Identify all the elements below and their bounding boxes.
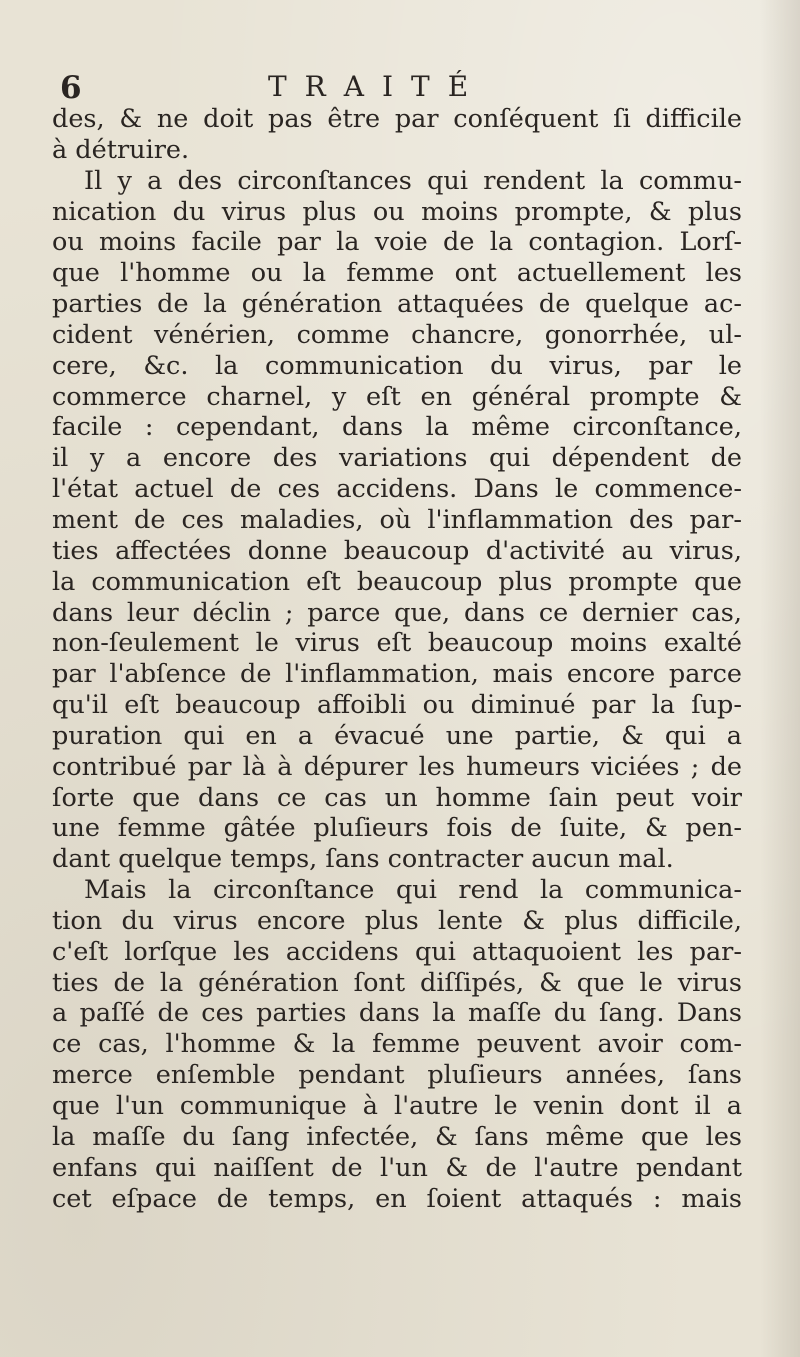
page-edge-shadow (760, 0, 800, 1357)
text-line: commerce charnel, y eſt en général prompte & (52, 381, 742, 412)
text-line: qu'il eſt beaucoup affoibli ou diminué par la ſup- (52, 690, 742, 721)
text-line: Mais la circonſtance qui rend la communica- (84, 875, 742, 906)
body-text (52, 104, 742, 1214)
text-line: enfans qui naiſſent de l'un & de l'autre pendant (52, 1152, 742, 1183)
text-line: Il y a des circonſtances qui rendent la commu- (84, 165, 742, 196)
text-line: merce enſemble pendant pluſieurs années, ſans (52, 1060, 742, 1091)
text-line: l'état actuel de ces accidens. Dans le commence- (52, 474, 742, 505)
text-line: cet eſpace de temps, en ſoient attaqués : mais (52, 1183, 742, 1214)
text-line: ment de ces maladies, où l'inflammation des par- (52, 504, 742, 535)
text-line: puration qui en a évacué une partie, & qui a (52, 720, 742, 751)
text-line: parties de la génération attaquées de quelque ac- (52, 289, 742, 320)
running-title: TRAITÉ (268, 70, 487, 103)
text-line: ou moins facile par la voie de la contagion. Lorſ- (52, 227, 742, 258)
text-line: que l'homme ou la femme ont actuellement les (52, 258, 742, 289)
text-line: la communication eſt beaucoup plus prompte que (52, 566, 742, 597)
text-line: non-ſeulement le virus eſt beaucoup moins exalté (52, 628, 742, 659)
text-line: a paſſé de ces parties dans la maſſe du ſang. Dans (52, 998, 742, 1029)
text-line: ties affectées donne beaucoup d'activité au virus, (52, 535, 742, 566)
text-line: par l'abſence de l'inflammation, mais encore parce (52, 659, 742, 690)
text-line: des, & ne doit pas être par conſéquent ſi difficile (52, 104, 742, 134)
text-line: à détruire. (52, 134, 190, 165)
page-number: 6 (60, 70, 82, 106)
text-line: cident vénérien, comme chancre, gonorrhée, ul- (52, 319, 742, 350)
text-line: cere, &c. la communication du virus, par le (52, 350, 742, 381)
text-line: ce cas, l'homme & la femme peuvent avoir com- (52, 1029, 742, 1060)
text-line: une femme gâtée pluſieurs fois de ſuite, & pen- (52, 813, 742, 844)
text-line: nication du virus plus ou moins prompte, & plus (52, 196, 742, 227)
text-line: c'eſt lorſque les accidens qui attaquoient les par- (52, 936, 742, 967)
text-line: dans leur déclin ; parce que, dans ce dernier cas, (52, 597, 742, 628)
text-line: contribué par là à dépurer les humeurs viciées ; de (52, 751, 742, 782)
text-line: il y a encore des variations qui dépendent de (52, 443, 742, 474)
text-line: la maſſe du ſang infectée, & ſans même que les (52, 1121, 742, 1152)
text-line: dant quelque temps, ſans contracter aucun mal. (52, 844, 674, 875)
text-line: ties de la génération ſont diſſipés, & que le virus (52, 967, 742, 998)
text-line: que l'un communique à l'autre le venin dont il a (52, 1091, 742, 1121)
text-line: tion du virus encore plus lente & plus difficile, (52, 905, 742, 936)
text-line: facile : cependant, dans la même circonſtance, (52, 412, 742, 443)
text-line: ſorte que dans ce cas un homme ſain peut voir (52, 782, 742, 813)
